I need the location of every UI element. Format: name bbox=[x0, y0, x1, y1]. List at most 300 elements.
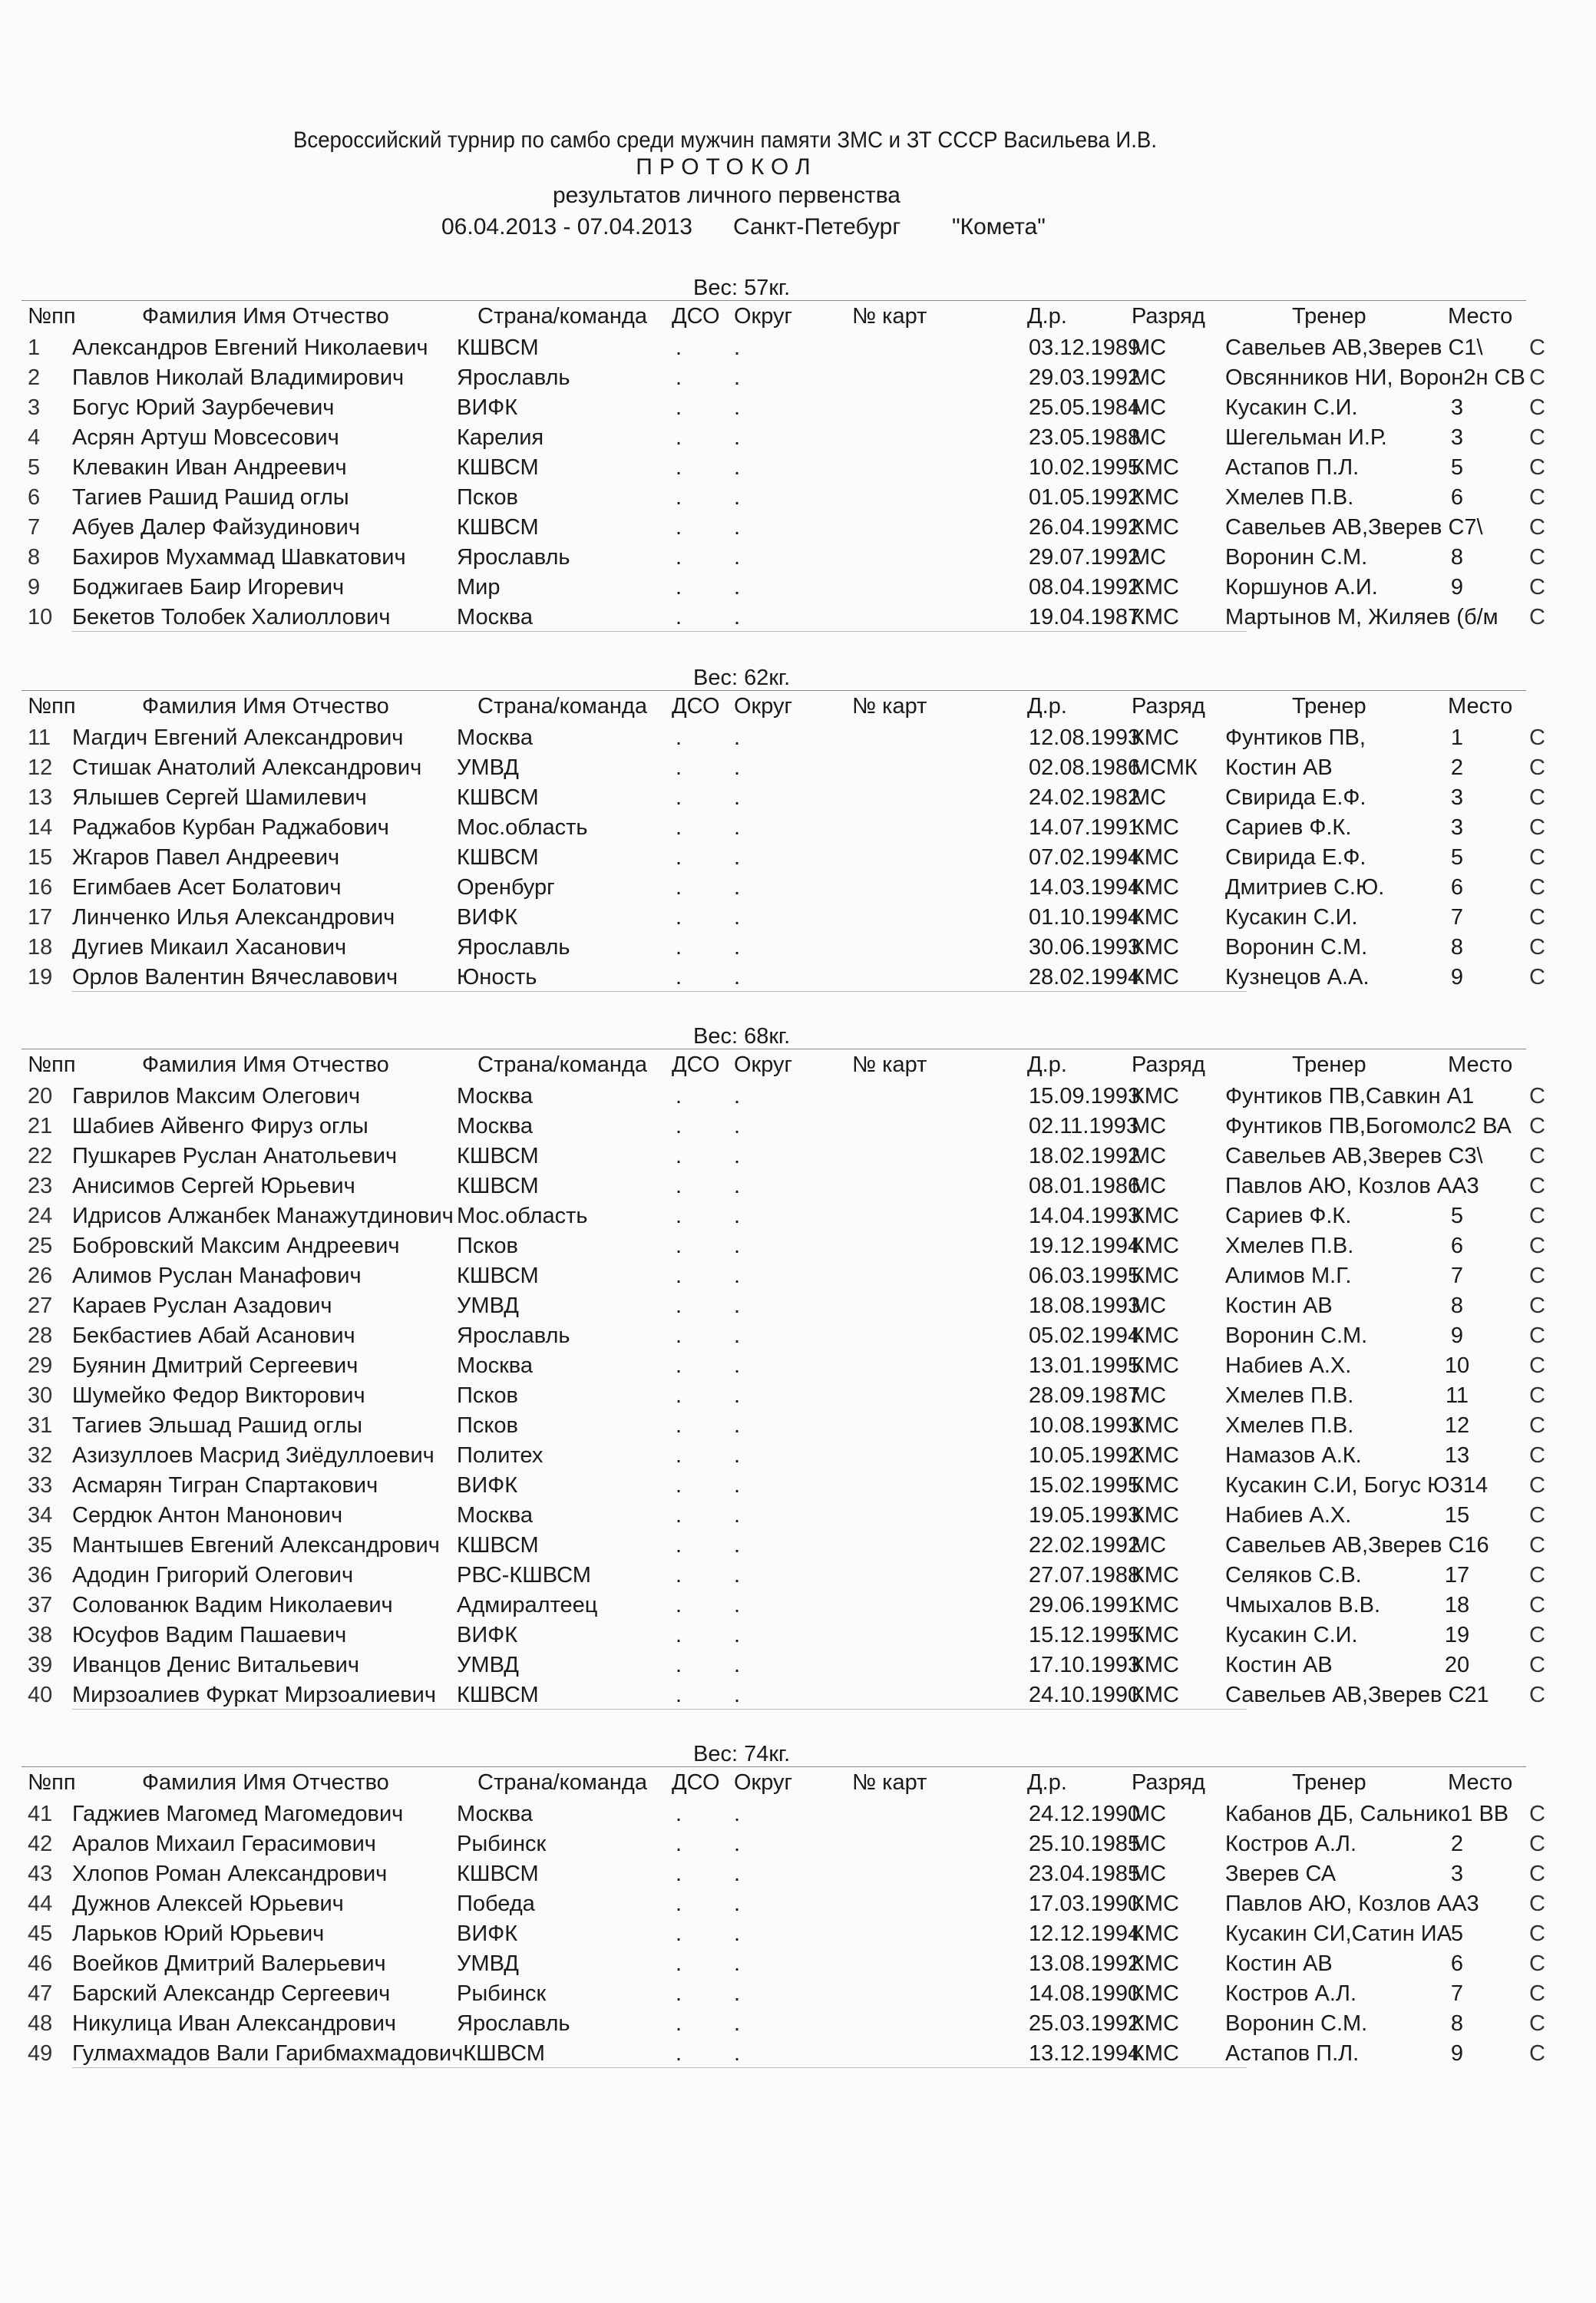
cell-num: 17 bbox=[28, 905, 53, 930]
cell-rank: МС bbox=[1132, 425, 1167, 450]
cell-dso: . bbox=[676, 455, 682, 480]
cell-dso: . bbox=[676, 1084, 682, 1109]
cell-dso: . bbox=[676, 365, 682, 390]
cell-place: 6 bbox=[1450, 1951, 1464, 1976]
cell-dso: . bbox=[676, 2011, 682, 2036]
cell-rank: КМС bbox=[1132, 1353, 1179, 1378]
cell-dso: . bbox=[676, 905, 682, 930]
cell-dob: 29.07.1992 bbox=[1029, 545, 1141, 570]
cell-dob: 10.08.1993 bbox=[1029, 1413, 1141, 1438]
cell-name: Боджигаев Баир Игоревич bbox=[72, 575, 345, 600]
cell-num: 28 bbox=[28, 1323, 53, 1348]
cell-dso: . bbox=[676, 1832, 682, 1856]
cell-team: Псков bbox=[457, 1383, 518, 1408]
section-end-rule bbox=[72, 1709, 1247, 1710]
cell-dob: 07.02.1994 bbox=[1029, 845, 1141, 870]
cell-dso: . bbox=[676, 1473, 682, 1498]
cell-name: Бекбастиев Абай Асанович bbox=[72, 1323, 355, 1348]
column-header-dob: Д.р. bbox=[1027, 1052, 1067, 1077]
cell-dob: 27.07.1988 bbox=[1029, 1563, 1141, 1588]
cell-dob: 08.04.1992 bbox=[1029, 575, 1141, 600]
cell-num: 11 bbox=[28, 725, 51, 750]
table-row bbox=[0, 1680, 1596, 1710]
cell-rank: МС bbox=[1132, 545, 1167, 570]
cell-num: 3 bbox=[28, 395, 41, 420]
column-header-dso: ДСО bbox=[672, 694, 720, 719]
cell-dob: 23.05.1988 bbox=[1029, 425, 1141, 450]
cell-dso: . bbox=[676, 1353, 682, 1378]
column-header-rank: Разряд bbox=[1132, 694, 1205, 719]
cell-team: КШВСМ bbox=[457, 845, 539, 870]
cell-num: 44 bbox=[28, 1892, 53, 1916]
cell-okrug: . bbox=[734, 455, 741, 480]
cell-coach: Костин АВ bbox=[1225, 1951, 1333, 1976]
table-row bbox=[0, 363, 1596, 393]
cell-rank: КМС bbox=[1132, 725, 1179, 750]
cell-name: Стишак Анатолий Александрович bbox=[72, 755, 422, 780]
column-header-rank: Разряд bbox=[1132, 1770, 1205, 1795]
cell-coach: Мартынов М, Жиляев (б/м bbox=[1225, 605, 1499, 629]
cell-num: 22 bbox=[28, 1144, 53, 1168]
cell-name: Тагиев Рашид Рашид оглы bbox=[72, 485, 349, 510]
table-row bbox=[0, 513, 1596, 543]
header-rule bbox=[21, 1766, 1526, 1767]
cell-c: С bbox=[1529, 815, 1545, 840]
cell-dso: . bbox=[676, 1383, 682, 1408]
cell-team: Рыбинск bbox=[457, 1832, 547, 1856]
protocol-heading: ПРОТОКОЛ bbox=[636, 154, 818, 180]
cell-okrug: . bbox=[734, 935, 741, 960]
cell-num: 48 bbox=[28, 2011, 53, 2036]
cell-place: 3 bbox=[1450, 425, 1464, 450]
table-row bbox=[0, 1949, 1596, 1979]
cell-rank: КМС bbox=[1132, 1204, 1179, 1228]
cell-num: 14 bbox=[28, 815, 53, 840]
cell-okrug: . bbox=[734, 1473, 741, 1498]
cell-dob: 01.05.1992 bbox=[1029, 485, 1141, 510]
cell-place: 12 bbox=[1444, 1413, 1470, 1438]
cell-coach: Дмитриев С.Ю. bbox=[1225, 875, 1385, 900]
cell-dso: . bbox=[676, 875, 682, 900]
cell-c: С bbox=[1529, 1234, 1545, 1258]
cell-dso: . bbox=[676, 1174, 682, 1198]
cell-c: С bbox=[1529, 515, 1545, 540]
cell-okrug: . bbox=[734, 905, 741, 930]
cell-team: ВИФК bbox=[457, 1623, 518, 1647]
event-city: Санкт-Петебург bbox=[733, 214, 901, 240]
table-row bbox=[0, 603, 1596, 633]
cell-num: 7 bbox=[28, 515, 41, 540]
column-header-rank: Разряд bbox=[1132, 1052, 1205, 1077]
cell-okrug: . bbox=[734, 1892, 741, 1916]
cell-team: ВИФК bbox=[457, 1921, 518, 1946]
cell-dso: . bbox=[676, 605, 682, 629]
column-header-okrug: Округ bbox=[734, 694, 793, 719]
table-row bbox=[0, 1501, 1596, 1531]
cell-rank: МСМК bbox=[1132, 755, 1198, 780]
table-row bbox=[0, 1859, 1596, 1889]
cell-name: Александров Евгений Николаевич bbox=[72, 335, 428, 360]
cell-num: 19 bbox=[28, 965, 53, 990]
cell-rank: КМС bbox=[1132, 1653, 1179, 1677]
cell-name: Асрян Артуш Мовсесович bbox=[72, 425, 339, 450]
cell-c: С bbox=[1529, 2041, 1545, 2066]
cell-okrug: . bbox=[734, 1174, 741, 1198]
cell-team: Победа bbox=[457, 1892, 535, 1916]
cell-dob: 18.02.1992 bbox=[1029, 1144, 1141, 1168]
cell-dob: 24.10.1990 bbox=[1029, 1683, 1141, 1707]
column-header-team: Страна/команда bbox=[477, 1770, 647, 1795]
cell-coach: Кузнецов А.А. bbox=[1225, 965, 1370, 990]
cell-place: 6 bbox=[1450, 1234, 1464, 1258]
cell-dob: 13.08.1992 bbox=[1029, 1951, 1141, 1976]
column-header-name: Фамилия Имя Отчество bbox=[142, 304, 389, 329]
cell-coach: Набиев А.Х. bbox=[1225, 1353, 1352, 1378]
table-row bbox=[0, 1411, 1596, 1441]
cell-dso: . bbox=[676, 1623, 682, 1647]
weight-class-label: Вес: 74кг. bbox=[693, 1742, 791, 1766]
column-header-place: Место bbox=[1448, 304, 1513, 329]
table-row bbox=[0, 933, 1596, 963]
cell-c: С bbox=[1529, 335, 1545, 360]
table-row bbox=[0, 1591, 1596, 1621]
cell-coach: Фунтиков ПВ, bbox=[1225, 725, 1366, 750]
table-row bbox=[0, 1381, 1596, 1411]
cell-rank: КМС bbox=[1132, 455, 1179, 480]
cell-num: 41 bbox=[28, 1802, 53, 1826]
table-row bbox=[0, 333, 1596, 363]
cell-dso: . bbox=[676, 1862, 682, 1886]
weight-class-label: Вес: 57кг. bbox=[693, 276, 791, 300]
cell-c: С bbox=[1529, 395, 1545, 420]
cell-team: Ярославль bbox=[457, 545, 570, 570]
cell-c: С bbox=[1529, 1921, 1545, 1946]
cell-team: Москва bbox=[457, 605, 534, 629]
cell-dob: 29.03.1992 bbox=[1029, 365, 1141, 390]
cell-dso: . bbox=[676, 785, 682, 810]
cell-dob: 17.03.1990 bbox=[1029, 1892, 1141, 1916]
cell-team: КШВСМ bbox=[457, 1533, 539, 1558]
column-header-name: Фамилия Имя Отчество bbox=[142, 1770, 389, 1795]
cell-okrug: . bbox=[734, 875, 741, 900]
cell-okrug: . bbox=[734, 1443, 741, 1468]
cell-okrug: . bbox=[734, 1383, 741, 1408]
cell-num: 15 bbox=[28, 845, 53, 870]
cell-dso: . bbox=[676, 1323, 682, 1348]
cell-rank: КМС bbox=[1132, 815, 1179, 840]
cell-dob: 14.08.1990 bbox=[1029, 1981, 1141, 2006]
cell-dob: 25.03.1992 bbox=[1029, 2011, 1141, 2036]
cell-c: С bbox=[1529, 1294, 1545, 1318]
cell-dob: 08.01.1986 bbox=[1029, 1174, 1141, 1198]
cell-dob: 26.04.1992 bbox=[1029, 515, 1141, 540]
cell-team: Рыбинск bbox=[457, 1981, 547, 2006]
column-header-okrug: Округ bbox=[734, 1770, 793, 1795]
table-row bbox=[0, 1650, 1596, 1680]
cell-name: Аралов Михаил Герасимович bbox=[72, 1832, 376, 1856]
cell-team: Москва bbox=[457, 1503, 534, 1528]
table-row bbox=[0, 783, 1596, 813]
cell-okrug: . bbox=[734, 2041, 741, 2066]
cell-team: Юность bbox=[457, 965, 537, 990]
cell-name: Гаджиев Магомед Магомедович bbox=[72, 1802, 404, 1826]
cell-rank: МС bbox=[1132, 1114, 1167, 1138]
cell-okrug: . bbox=[734, 1653, 741, 1677]
cell-c: С bbox=[1529, 1593, 1545, 1617]
table-row bbox=[0, 1171, 1596, 1201]
column-header-team: Страна/команда bbox=[477, 694, 647, 719]
cell-dob: 18.08.1993 bbox=[1029, 1294, 1141, 1318]
cell-rank: КМС bbox=[1132, 2041, 1179, 2066]
cell-okrug: . bbox=[734, 1623, 741, 1647]
cell-place: 8 bbox=[1450, 935, 1464, 960]
table-row bbox=[0, 753, 1596, 783]
cell-c: С bbox=[1529, 1084, 1545, 1109]
table-row bbox=[0, 1112, 1596, 1142]
cell-c: С bbox=[1529, 725, 1545, 750]
cell-rank: КМС bbox=[1132, 845, 1179, 870]
cell-dso: . bbox=[676, 1443, 682, 1468]
cell-rank: МС bbox=[1132, 1832, 1167, 1856]
column-header-num: №пп bbox=[28, 304, 76, 329]
cell-rank: МС bbox=[1132, 1144, 1167, 1168]
cell-num: 20 bbox=[28, 1084, 53, 1109]
cell-okrug: . bbox=[734, 1084, 741, 1109]
cell-c: С bbox=[1529, 965, 1545, 990]
cell-coach: Хмелев П.В. bbox=[1225, 1234, 1354, 1258]
cell-rank: МС bbox=[1132, 335, 1167, 360]
cell-num: 24 bbox=[28, 1204, 53, 1228]
cell-dso: . bbox=[676, 1533, 682, 1558]
cell-dob: 14.03.1994 bbox=[1029, 875, 1141, 900]
cell-rank: КМС bbox=[1132, 1593, 1179, 1617]
cell-dso: . bbox=[676, 575, 682, 600]
cell-coach: Коршунов А.И. bbox=[1225, 575, 1378, 600]
cell-name: Воейков Дмитрий Валерьевич bbox=[72, 1951, 386, 1976]
column-header-place: Место bbox=[1448, 694, 1513, 719]
cell-num: 18 bbox=[28, 935, 53, 960]
cell-name: Шабиев Айвенго Фируз оглы bbox=[72, 1114, 368, 1138]
cell-dob: 15.09.1993 bbox=[1029, 1084, 1141, 1109]
cell-c: С bbox=[1529, 575, 1545, 600]
cell-coach: Савельев АВ,Зверев С7\ bbox=[1225, 515, 1483, 540]
cell-coach: Воронин С.М. bbox=[1225, 2011, 1368, 2036]
cell-name: Сердюк Антон Манонович bbox=[72, 1503, 343, 1528]
cell-rank: КМС bbox=[1132, 1084, 1179, 1109]
cell-rank: КМС bbox=[1132, 575, 1179, 600]
cell-coach: Намазов А.К. bbox=[1225, 1443, 1362, 1468]
cell-rank: КМС bbox=[1132, 485, 1179, 510]
table-row bbox=[0, 963, 1596, 993]
cell-team: Псков bbox=[457, 485, 518, 510]
column-header-okrug: Округ bbox=[734, 1052, 793, 1077]
cell-coach: Хмелев П.В. bbox=[1225, 485, 1354, 510]
cell-num: 6 bbox=[28, 485, 41, 510]
column-header-team: Страна/команда bbox=[477, 1052, 647, 1077]
cell-team: Мир bbox=[457, 575, 501, 600]
column-header-card: № карт bbox=[852, 304, 927, 329]
cell-name: Богус Юрий Заурбечевич bbox=[72, 395, 335, 420]
cell-team: УМВД bbox=[457, 755, 519, 780]
cell-c: С bbox=[1529, 1623, 1545, 1647]
cell-name: Клевакин Иван Андреевич bbox=[72, 455, 347, 480]
cell-place: 8 bbox=[1450, 545, 1464, 570]
table-row bbox=[0, 1889, 1596, 1919]
cell-team: Москва bbox=[457, 1084, 534, 1109]
cell-c: С bbox=[1529, 785, 1545, 810]
cell-c: С bbox=[1529, 1832, 1545, 1856]
cell-dob: 28.09.1987 bbox=[1029, 1383, 1141, 1408]
cell-num: 4 bbox=[28, 425, 41, 450]
cell-okrug: . bbox=[734, 395, 741, 420]
cell-okrug: . bbox=[734, 1593, 741, 1617]
cell-coach: Воронин С.М. bbox=[1225, 545, 1368, 570]
cell-dso: . bbox=[676, 845, 682, 870]
cell-num: 12 bbox=[28, 755, 53, 780]
cell-dso: . bbox=[676, 1234, 682, 1258]
cell-coach: Астапов П.Л. bbox=[1225, 2041, 1360, 2066]
cell-name: Солованюк Вадим Николаевич bbox=[72, 1593, 393, 1617]
cell-num: 29 bbox=[28, 1353, 53, 1378]
column-header-rank: Разряд bbox=[1132, 304, 1205, 329]
cell-name: Шумейко Федор Викторович bbox=[72, 1383, 365, 1408]
cell-rank: КМС bbox=[1132, 965, 1179, 990]
column-header-card: № карт bbox=[852, 694, 927, 719]
cell-okrug: . bbox=[734, 515, 741, 540]
cell-dso: . bbox=[676, 1264, 682, 1288]
cell-coach: Хмелев П.В. bbox=[1225, 1383, 1354, 1408]
cell-c: С bbox=[1529, 1443, 1545, 1468]
column-header-okrug: Округ bbox=[734, 304, 793, 329]
tournament-title: Всероссийский турнир по самбо среди мужчин памяти ЗМС и ЗТ СССР Васильева И.В. bbox=[292, 127, 1157, 153]
column-header-coach: Тренер bbox=[1292, 1052, 1366, 1077]
cell-c: С bbox=[1529, 1264, 1545, 1288]
cell-team: Ярославль bbox=[457, 935, 570, 960]
cell-team: Мос.область bbox=[457, 1204, 588, 1228]
cell-okrug: . bbox=[734, 815, 741, 840]
cell-rank: КМС bbox=[1132, 935, 1179, 960]
table-row bbox=[0, 483, 1596, 513]
cell-rank: КМС bbox=[1132, 1892, 1179, 1916]
column-header-team: Страна/команда bbox=[477, 304, 647, 329]
cell-okrug: . bbox=[734, 1981, 741, 2006]
cell-place: 17 bbox=[1444, 1563, 1470, 1588]
cell-dso: . bbox=[676, 1981, 682, 2006]
cell-okrug: . bbox=[734, 1114, 741, 1138]
cell-dob: 22.02.1992 bbox=[1029, 1533, 1141, 1558]
column-header-place: Место bbox=[1448, 1770, 1513, 1795]
cell-c: С bbox=[1529, 1862, 1545, 1886]
cell-dob: 10.05.1992 bbox=[1029, 1443, 1141, 1468]
cell-coach: Савельев АВ,Зверев С1\ bbox=[1225, 335, 1483, 360]
cell-num: 30 bbox=[28, 1383, 53, 1408]
cell-team: КШВСМ bbox=[457, 335, 539, 360]
cell-num: 36 bbox=[28, 1563, 53, 1588]
table-row bbox=[0, 1621, 1596, 1650]
cell-dob: 13.12.1994 bbox=[1029, 2041, 1141, 2066]
cell-coach: Савельев АВ,Зверев С16 bbox=[1225, 1533, 1489, 1558]
cell-place: 5 bbox=[1450, 1204, 1464, 1228]
cell-coach: Овсянников НИ, Ворон2н СВ bbox=[1225, 365, 1525, 390]
cell-dob: 03.12.1989 bbox=[1029, 335, 1141, 360]
cell-num: 43 bbox=[28, 1862, 53, 1886]
cell-rank: КМС bbox=[1132, 1563, 1179, 1588]
cell-dob: 12.08.1993 bbox=[1029, 725, 1141, 750]
cell-dob: 19.04.1987 bbox=[1029, 605, 1141, 629]
cell-name: Бахиров Мухаммад Шавкатович bbox=[72, 545, 406, 570]
cell-name: Дугиев Микаил Хасанович bbox=[72, 935, 347, 960]
cell-place: 5 bbox=[1450, 845, 1464, 870]
cell-rank: МС bbox=[1132, 1383, 1167, 1408]
cell-okrug: . bbox=[734, 1353, 741, 1378]
cell-okrug: . bbox=[734, 845, 741, 870]
cell-rank: КМС bbox=[1132, 1623, 1179, 1647]
cell-coach: Набиев А.Х. bbox=[1225, 1503, 1352, 1528]
section-end-rule bbox=[72, 2067, 1247, 2068]
table-row bbox=[0, 1441, 1596, 1471]
cell-coach: Сариев Ф.К. bbox=[1225, 1204, 1352, 1228]
cell-dso: . bbox=[676, 1503, 682, 1528]
cell-team: КШВСМ bbox=[457, 455, 539, 480]
cell-dso: . bbox=[676, 1683, 682, 1707]
cell-rank: КМС bbox=[1132, 515, 1179, 540]
cell-dso: . bbox=[676, 425, 682, 450]
cell-name: Никулица Иван Александрович bbox=[72, 2011, 397, 2036]
column-header-num: №пп bbox=[28, 1052, 76, 1077]
cell-num: 45 bbox=[28, 1921, 53, 1946]
cell-name: Дужнов Алексей Юрьевич bbox=[72, 1892, 344, 1916]
cell-name: Бобровский Максим Андреевич bbox=[72, 1234, 400, 1258]
cell-coach: Кусакин С.И, Богус ЮЗ14 bbox=[1225, 1473, 1489, 1498]
cell-name: Пушкарев Руслан Анатольевич bbox=[72, 1144, 398, 1168]
cell-dob: 01.10.1994 bbox=[1029, 905, 1141, 930]
cell-dso: . bbox=[676, 1593, 682, 1617]
cell-c: С bbox=[1529, 1144, 1545, 1168]
table-row bbox=[0, 723, 1596, 753]
cell-name: Егимбаев Асет Болатович bbox=[72, 875, 342, 900]
cell-c: С bbox=[1529, 1413, 1545, 1438]
cell-coach: Кабанов ДБ, Сальнико1 ВВ bbox=[1225, 1802, 1509, 1826]
cell-name: Тагиев Эльшад Рашид оглы bbox=[72, 1413, 362, 1438]
column-header-dob: Д.р. bbox=[1027, 304, 1067, 329]
column-header-card: № карт bbox=[852, 1052, 927, 1077]
cell-coach: Фунтиков ПВ,Савкин А1 bbox=[1225, 1084, 1475, 1109]
cell-dob: 14.07.1991 bbox=[1029, 815, 1141, 840]
cell-coach: Павлов АЮ, Козлов АА3 bbox=[1225, 1892, 1479, 1916]
cell-coach: Сариев Ф.К. bbox=[1225, 815, 1352, 840]
cell-okrug: . bbox=[734, 1563, 741, 1588]
cell-c: С bbox=[1529, 365, 1545, 390]
cell-num: 13 bbox=[28, 785, 53, 810]
cell-num: 34 bbox=[28, 1503, 53, 1528]
cell-name: Бекетов Толобек Халиоллович bbox=[72, 605, 391, 629]
cell-place: 9 bbox=[1450, 2041, 1464, 2066]
cell-team: Оренбург bbox=[457, 875, 555, 900]
cell-name: Юсуфов Вадим Пашаевич bbox=[72, 1623, 347, 1647]
cell-num: 1 bbox=[28, 335, 41, 360]
cell-rank: КМС bbox=[1132, 1473, 1179, 1498]
column-header-dso: ДСО bbox=[672, 1052, 720, 1077]
cell-c: С bbox=[1529, 1174, 1545, 1198]
cell-c: С bbox=[1529, 1683, 1545, 1707]
cell-dob: 13.01.1995 bbox=[1029, 1353, 1141, 1378]
cell-c: С bbox=[1529, 1981, 1545, 2006]
table-row bbox=[0, 1201, 1596, 1231]
table-row bbox=[0, 1231, 1596, 1261]
cell-dso: . bbox=[676, 1653, 682, 1677]
cell-place: 2 bbox=[1450, 755, 1464, 780]
cell-c: С bbox=[1529, 1383, 1545, 1408]
